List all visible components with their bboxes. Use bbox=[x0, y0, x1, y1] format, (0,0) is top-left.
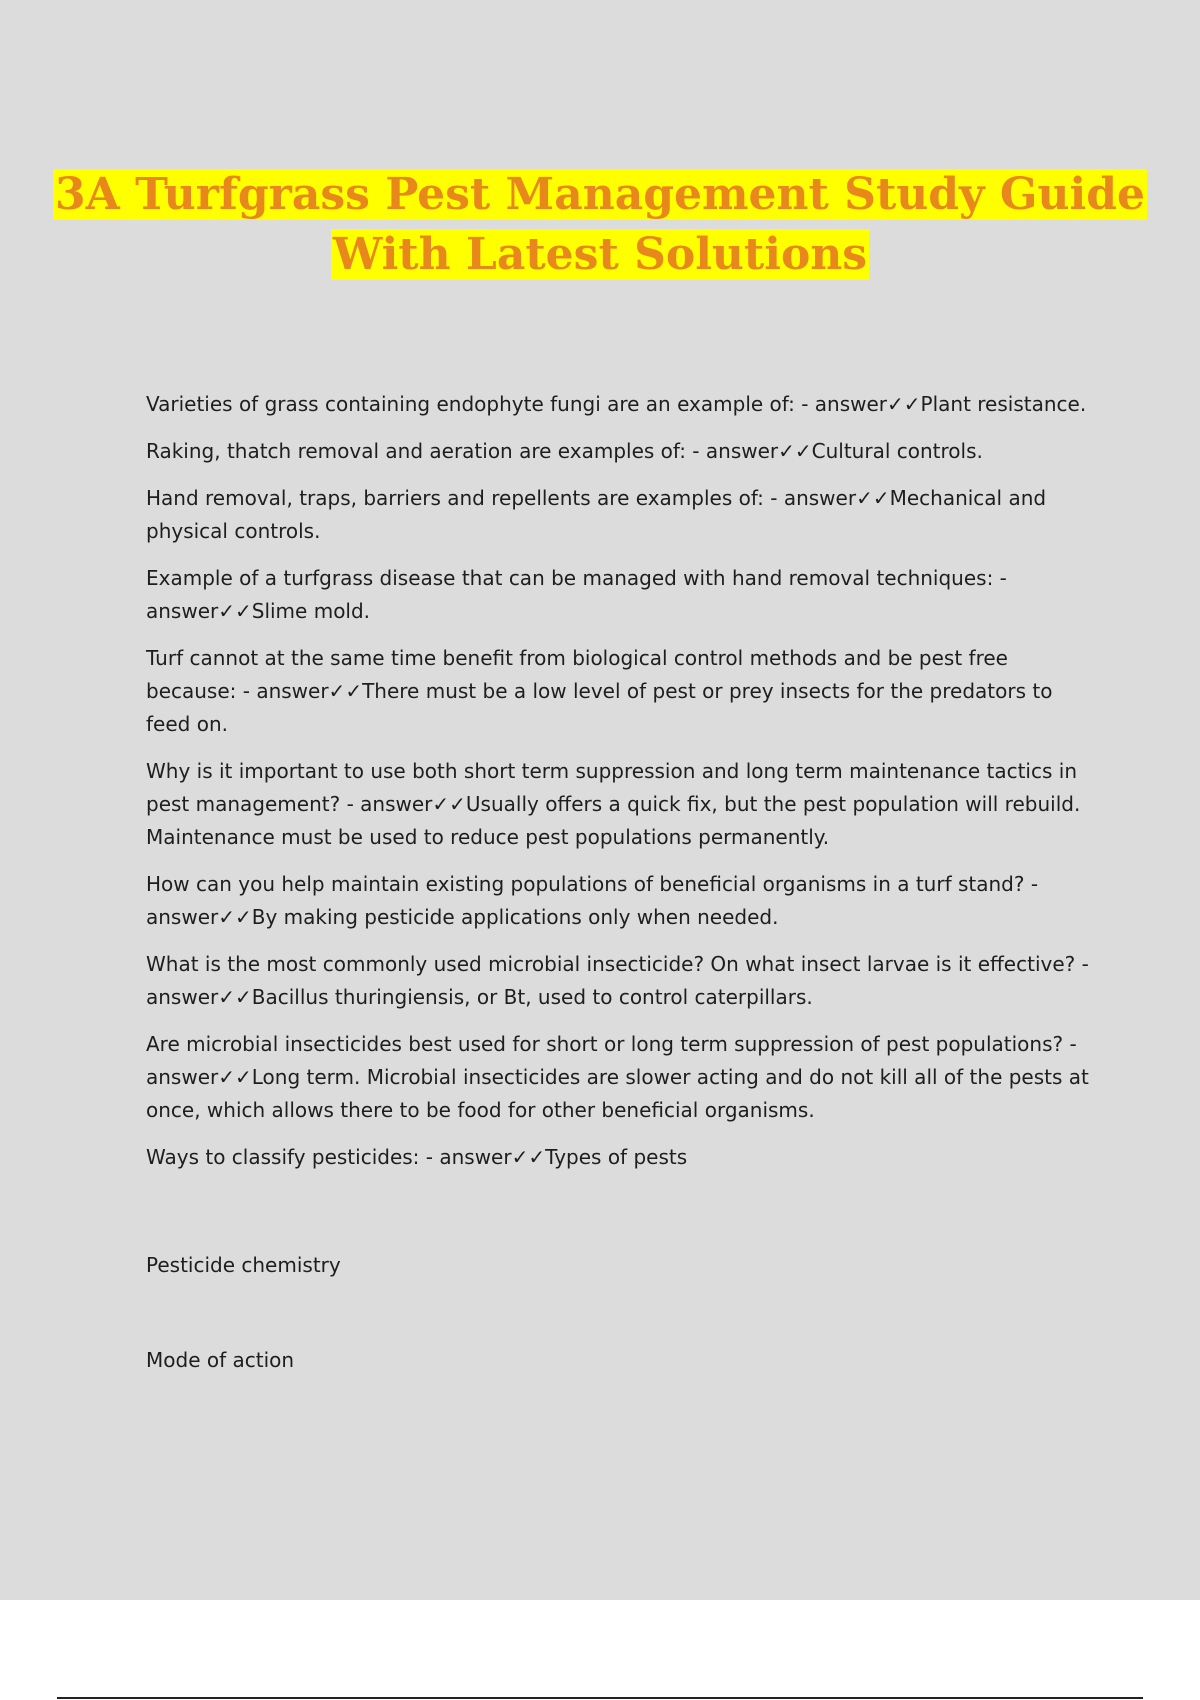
qa-item: Hand removal, traps, barriers and repellents are examples of: - answer✓✓Mechanical and physical controls. bbox=[146, 486, 1047, 543]
qa-item: Are microbial insecticides best used for short or long term suppression of pest populations? - answer✓✓Long term. Microbial insecticides are slower acting and do not kill all of the pests at once, which allows there to be food for other beneficial organisms. bbox=[146, 1032, 1089, 1122]
qa-item: Turf cannot at the same time benefit from biological control methods and be pest free because: - answer✓✓There must be a low level of pest or prey insects for the predators to feed on. bbox=[146, 646, 1053, 736]
qa-item: Varieties of grass containing endophyte fungi are an example of: - answer✓✓Plant resistance. bbox=[146, 392, 1087, 416]
qa-item: Ways to classify pesticides: - answer✓✓Types of pests bbox=[146, 1145, 688, 1169]
title-line-1: 3A Turfgrass Pest Management Study Guide bbox=[55, 169, 1145, 220]
qa-item: What is the most commonly used microbial insecticide? On what insect larvae is it effective? - answer✓✓Bacillus thuringiensis, or Bt, used to control caterpillars. bbox=[146, 952, 1089, 1009]
qa-item: Why is it important to use both short term suppression and long term maintenance tactics in pest management? - answer✓✓Usually offers a quick fix, but the pest population will rebuild. Maintenance must be used to reduce pest populations permanently. bbox=[146, 759, 1081, 849]
qa-list bbox=[146, 388, 1096, 1377]
qa-item: Raking, thatch removal and aeration are examples of: - answer✓✓Cultural controls. bbox=[146, 439, 983, 463]
answer-continuation-line: Pesticide chemistry bbox=[146, 1253, 341, 1277]
document-title bbox=[0, 165, 1200, 285]
qa-item: How can you help maintain existing populations of beneficial organisms in a turf stand? - answer✓✓By making pesticide applications only when needed. bbox=[146, 872, 1039, 929]
qa-item: Example of a turfgrass disease that can be managed with hand removal techniques: - answer✓✓Slime mold. bbox=[146, 566, 1007, 623]
footer-divider bbox=[57, 1697, 1143, 1699]
title-line-2: With Latest Solutions bbox=[332, 229, 868, 280]
answer-continuation-line: Mode of action bbox=[146, 1348, 295, 1372]
